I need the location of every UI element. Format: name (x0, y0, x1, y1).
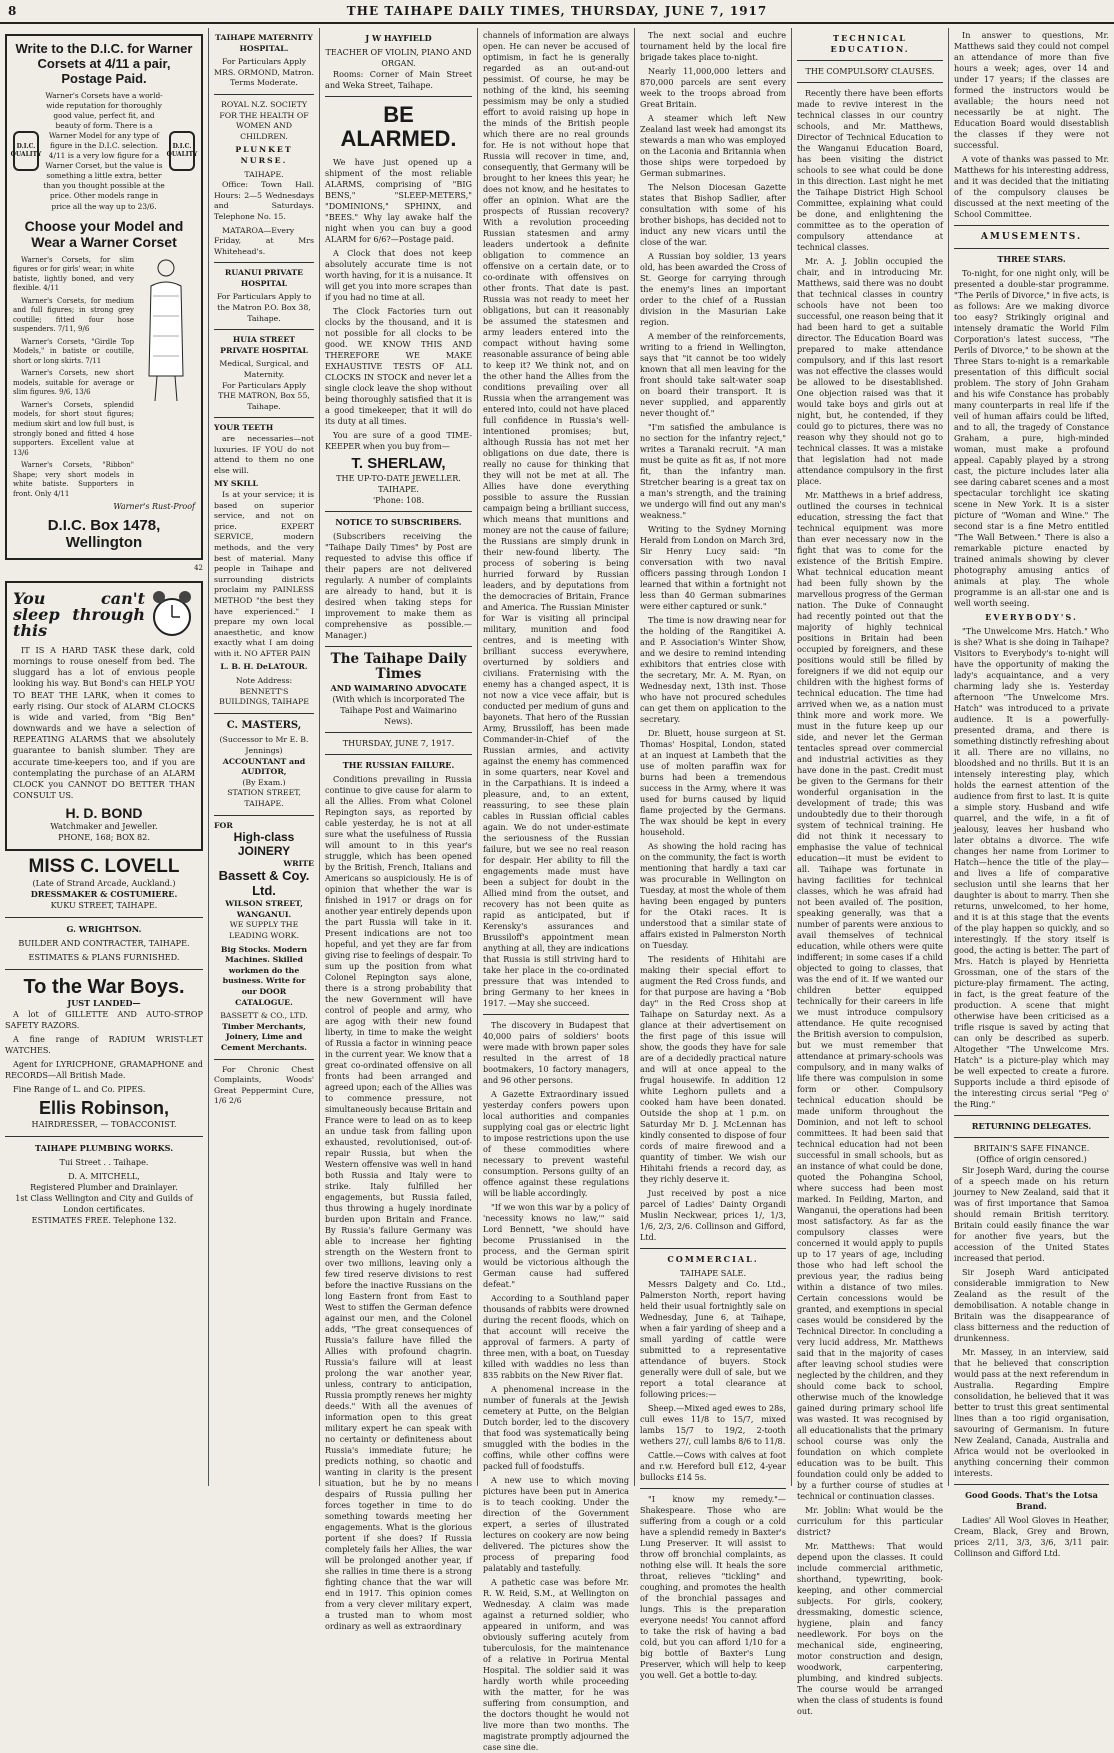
hayfield-trade: TEACHER OF VIOLIN, PIANO AND ORGAN. (325, 47, 472, 68)
skill-heading: MY SKILL (214, 479, 258, 489)
plumbing-cert: 1st Class Wellington and City and Guilds of London certificates. (15, 1192, 193, 1214)
tech-paragraph: Mr. Matthews in a brief address, outlined the courses in technical education, stressing the fact that technical equipment was more than ever necessary now in the fight that was to come for the existence of the British Empire. What technical education meant had been fully shown by the marvellous progress of the German nation. The Duke of Connaught had recently pointed out that the majority of highly technical positions in Britain had been occupied by foreigners, and these positions would still be filled by foreigners if we did not equip our children with the highest forms of technical education. The time had arrived when we, as a nation must think more and work more. We must in the future keep up our side, and never let the German tentacles spread over commercial and industrial activities as they have done in the past. Credit must be given to the Germans for their wonderful organisation in the development of trade; this was undoubtedly due to their thorough system of technical training. He did not think it necessary to emphasise the value of technical education—it must be evident to all. Taihape was fortunate in having facilities for technical classes, which he was afraid had not been availed of. The position, speaking generally, was that a number of parents were anxious to avail themselves of technical education, while others were quite indifferent; in some cases if a child objected to going to classes, that was the end of it. If we wanted our children better equipped technically for their careers in life we must introduce compulsory attendance. He quite recognised the British aversion to compulsion, but we must remember that attendance at primary-schools was compulsory, and in many walks of life there was compulsion in some form or other. Compulsory technical education should be made uniform throughout the Dominion, and not left to school committees. It had been said that technical education had not been successful in small schools, but as an instance of what could be done, quoted the Pohangina School, where success had been most marked. In Feilding, Marton, and Wanganui, the operations had been most satisfactory. As far as the compulsory classes were concerned it would apply to pupils up to 17 years of age, including those who had left school the previous year, the radius being within a distance of two miles. Certain concessions would be granted, and exemptions in special cases would be considered by the Technical Director. In concluding a very lucid address, Mr. Matthews said that in the majority of cases after leaving school studies were neglected by the children, and they should come back to school, otherwise much of the knowledge gained during primary school life was wasted. It was recognised by all educationalists that the primary school course was only the foundation on which complete education was to be built. This foundation could only be added to by a further course of studies at technical or continuation classes. (797, 490, 943, 1501)
news-item: A Gazette Extraordinary issued yesterday confers powers upon local authorities and companies supplying coal gas or electric light to impose restrictions upon the use of these commodities where necessary to prevent wasteful consumption. Persons guilty of an offence against these regulations will be liable accordingly. (483, 1089, 629, 1198)
news-item: Dr. Bluett, house surgeon at St. Thomas' Hospital, London, stated at an inquest at Lambeth that the use of molten paraffin wax for burns had been a tremendous success in the Army, where it was used for burns caused by liquid flame projected by the Germans. The wax should be kept in every household. (640, 728, 786, 837)
dic-model-item: Warner's Corsets, "Ribbon" Shape; very short models in white batiste. Supporters in front. Only 4/11 (13, 461, 134, 498)
alarmed-paragraph: You are sure of a good TIME-KEEPER when you buy from— (325, 430, 472, 452)
failure-continued: channels of information are always open. He can never be accused of optimism, in fact he is generally regarded as an out-and-out pessimist. Of course, he may be nothing of the kind, his seeming pessimism may be only a studied effort to avoid raising up hope in the minds of the British people which there are no real grounds for. He is not without hope that Russia will recover in time, and, consequently, that Germany will be brought to her knees this year; he does not know, and he hesitates to offer an opinion. What are the prospects of Russian recovery? With a revolution proceeding Russian statesmen and army leaders undertook a definite obligation to commence an offensive on a certain date, or to co-ordinate with offensives on other fronts. That date is past. Russia was not ready to meet her obligations, but can it reasonably be assumed the statesmen and army leaders entered into the compact without having some reasonable assurance of being able to keep it? We think not, and on the other hand the Allies from the conditions prevailing over all Russia when the arrangement was entered into, could not have placed full confidence in Russia's well-intentioned promises; but, although Russia has not met her obligations on due date, there is really no cause for thinking that they will not be met at all. The Allies have done everything possible to assure the Russian campaign being a brilliant success, which means that munitions and money are not the cause of failure; the Russians are simply drunk in their new-found liberty. The process of sobering is being hurried forward by Russian leaders, and by deputations from the democracies of Britain, France and America. The Russian Minister for War is visiting all principal military, munition and food centres, and is meeting with brilliant success everywhere, overturned by soldiers and civilians. Fraternising with the enemy has a changed aspect, it is not now a vice vece affair, but is conducted per medium of guns and bayonets. That hero of the Russian Army, Brussiloff, has been made Commander-in-Chief of the Russian armies, and activity against the enemy has commenced in some quarters, near Kovel and in the Carpathians. It is indeed a pleasure, and, to an extent, reassuring, to see these plain cables in Russian official cables again. We do not under-estimate the seriousness of the Russian failure, but we see no real reason for despair. Her ability to fill the engagements made must have been a subject for doubt in the Allied mind from the outset, and recovery has not been quite as rapid as anticipated, but if Kerensky's assurances and Brussiloff's appointment mean anything at all, they are indications that Russia is still striving hard to take her place in the co-ordinated pressure that was intended to bring Germany to her knees in 1917. —May she succeed. (483, 30, 629, 1008)
news-item: The residents of Hihitahi are making their special effort to augment the Red Cross funds, and for that purpose are having a "Bob day" in the Red Cross shop at Taihape on Saturday next. As a glance at their advertisement on the first page of this issue will show, the goods they have for sale are of a decidedly practical nature and will at once appeal to the frugal housewife. In addition 12 white Leghorn pullets and a cooked ham have been donated. Outside the shop at 1 p.m. on Saturday Mr D. J. McLennan has kindly consented to dispose of four cords of maire firewood and a quantity of timber. We wish our Hihitahi friends a record day, as they richly deserve it. (640, 954, 786, 1184)
plumbing-title: TAIHAPE PLUMBING WORKS. (34, 1142, 174, 1153)
bond-sub: Watchmaker and Jeweller. (50, 821, 158, 832)
lovell-address: KUKU STREET, TAIHAPE. (50, 900, 158, 911)
be-alarmed-title: BE ALARMED. (340, 102, 457, 152)
news-item: A Russian boy soldier, 13 years old, has been awarded the Cross of St. George for carrying through the enemy's lines an important order to the chief of a Russian division in the Masurian Lake region. (640, 251, 786, 327)
commercial-sub: TAIHAPE SALE. (679, 1268, 747, 1278)
lovell-ad (5, 857, 203, 911)
dentist-note: Note Address: (235, 676, 293, 686)
dic-logo: D.I.C. QUALITY (169, 131, 195, 171)
maternity-title: TAIHAPE MATERNITY HOSPITAL. (215, 33, 313, 53)
dic-model-item: Warner's Corsets, splendid models, for short stout figures; medium skirt and low full bust, is strongly boned and fitted 4 hose supporters. Excellent value at 13/6 (13, 400, 134, 457)
dic-model-item: Warner's Corsets, new short models, suitable for average or slim figures. 9/6, 13/6 (13, 369, 134, 397)
joinery-write: WRITE (283, 858, 314, 868)
plumbing-ad (5, 1143, 203, 1226)
dic-corset-ad (5, 34, 203, 560)
masters-name: C. MASTERS, (226, 719, 302, 731)
tech-continued: In answer to questions, Mr. Matthews said they could not compel an attendance of more than five hours a week; ages, over 14 and under 17 years; if the classes are formed the instructors would be available; the hours need not necessarily be at night. The Education Board would disestablish the classes if they were not successful. (954, 30, 1109, 150)
everybodys-text: "The Unwelcome Mrs. Hatch." Who is she? What is she doing in Taihape? Visitors to Everybody's to-night will have the opportunity of making the lady's acquaintance, and a very charming lady she is. Yesterday afternoon "The Unwelcome Mrs. Hatch" was introduced to a private audience. It is a powerfully-presented drama, and there is something distinctly refreshing about it all. There are no villains, no bloodshed and no thrills. But it is an intensely interesting play, which holds the earnest attention of the audience from first to last. It is quite a simple story. Husband and wife quarrel, and the wife, in a fit of jealousy, leaves her husband who later obtains a divorce. The wife changes her name from Lorimer to Hatch—hence the title of the play—and lives a life of comparative seclusion until she learns that her daughter is about to marry. Then she returns, unwelcomed, to her home, and it is at this stage that the events of the play happen so quickly, and so interestingly. If the story itself is good, the acting is better. The part of Mrs. Hatch is played by Henrietta Grossman, one of the stars of the picture-play firmament. The acting, in fact, is the great feature of the production. A scene that might otherwise have been criticised as a trifle risque is saved by acting that can only be described as superb. Altogether "The Unwelcome Mrs. Hatch" is a picture-play which may be well expected to create a furore. Supports include a third episode of the interesting circus serial "Peg o' the Ring." (954, 626, 1109, 1110)
wrighton-ad (5, 924, 203, 963)
column-3 (320, 28, 477, 1631)
news-item: The time is now drawing near for the holding of the Rangitikei A. and P. Association's Winter Show, and we desire to remind intending exhibitors that entries close with the secretary, Mr. A. M. Ryan, on Wednesday next, 13th inst. Those who have not procured schedules can get them on application to the secretary. (640, 615, 786, 724)
bond-alarm-ad (5, 581, 203, 851)
hayfield-rooms: Rooms: Corner of Main Street and Weka Street, Taihape. (325, 69, 472, 90)
sleep-title: You can't sleep through this (13, 589, 145, 641)
news-item: A phenomenal increase in the number of funerals at the Jewish cemetery at Putte, on the Belgian Dutch border, led to the discovery that food was systematically being smuggled with the bodies in the coffins, while other coffins were packed full of foodstuffs. (483, 1384, 629, 1471)
commercial-paragraph: Messrs Dalgety and Co. Ltd., Palmerston North, report having held their usual fortnightly sale on Wednesday, June 6, at Taihape, when a fair yarding of sheep and a small yarding of cattle were submitted to a representative attendance of buyers. Stock generally were dull of sale, but we report a total clearance at following prices:— (640, 1279, 786, 1399)
ellis-name: Ellis Robinson, (38, 1098, 169, 1119)
alarmed-paragraph: We have just opened up a shipment of the most reliable ALARMS, comprising of "BIG BENS," "SLEEP-METERS," "DOMINIONS," SPHINX, and "BEES." Why lay awake half the night when you can buy a good ALARM for 6/6?—Postage paid. (325, 157, 472, 245)
alarm-clock-icon (149, 589, 195, 641)
chest-cure-ad: For Chronic Chest Complaints, Woods' Great Peppermint Cure, 1/6 2/6 (214, 1064, 314, 1106)
hayfield-name: J W HAYFIELD (365, 33, 432, 43)
failure-title: THE RUSSIAN FAILURE. (342, 759, 455, 770)
wrighton-estimates: ESTIMATES & PLANS FURNISHED. (28, 952, 180, 963)
lovell-trade: DRESSMAKER & COSTUMIERE. (30, 889, 178, 900)
amusements-title: AMUSEMENTS. (980, 232, 1083, 242)
war-boys-item: A fine range of RADIUM WRIST-LET WATCHES. (5, 1034, 203, 1056)
bond-phone: PHONE, 168; BOX 82. (58, 832, 150, 843)
tech-paragraph: Mr. A. J. Joblin occupied the chair, and in introducing Mr. Matthews, said there was no doubt that technical classes in country schools have not been too successful, one reason being that it had been hard to get a suitable director. The Education Board was prepared to make attendance compulsory, and if this last resort was not effective the classes would be allowed to be disestablished. One objection raised was that it would take boys and girls out at night, but, he contended, if they could go to pictures, there was no reason why they should not go to technical classes. It was a mistake that legislation had not made attendance compulsory in the first place. (797, 256, 943, 486)
notice-title: NOTICE TO SUBSCRIBERS. (335, 516, 462, 527)
skill-text: Is at your service; it is based on superior service, and not on price. EXPERT SERVICE, modern methods, and the very best of material. Many people in Taihape and surrounding districts proclaim my PAINLESS METHOD "the best they have experienced." I prepare my own local anaesthetic, and know exactly what I am doing with it. NO AFTER PAIN (214, 489, 314, 658)
delegates-paragraph: Sir Joseph Ward, during the course of a speech made on his return journey to New Zealand, said that it was of first importance that Samoa should remain British territory. Britain could easily finance the war for another five years, but the accession of the United States increased that period. (954, 1165, 1109, 1264)
dic-brand: Warner's Rust-Proof (113, 502, 195, 512)
column-6 (792, 28, 948, 1716)
page-number: 8 (8, 4, 18, 18)
teeth-text: are necessaries—not luxuries. IF YOU do not attend to them no one else will. (214, 434, 314, 475)
sherlaw-name: T. SHERLAW, (351, 455, 446, 473)
alarmed-paragraph: A Clock that does not keep absolutely accurate time is not worth having, for it is a nuisance. It will get you into more scrapes than if you had no time at all. (325, 248, 473, 303)
news-item: The Nelson Diocesan Gazette states that Bishop Sadlier, after consultation with some of his brother bishops, has decided not to induct any new vicars until the close of the war. (640, 182, 786, 247)
plunket-title: PLUNKET NURSE. (235, 145, 293, 165)
masters-address: STATION STREET, TAIHAPE. (227, 788, 301, 808)
war-boys-title: To the War Boys. (23, 976, 185, 999)
news-item: Just received by post a nice parcel of Ladies' Dainty Organdi Muslin Neckwear, prices 1/, 1/3, 1/6, 2/3, 2/6. Collinson and Gifford, Ltd. (640, 1188, 786, 1242)
maternity-apply: For Particulars Apply MRS. ORMOND, Matron. (214, 57, 314, 77)
plunket-mataroa: MATAROA—Every Friday, at Mrs Whitehead's. (214, 225, 314, 256)
paper-title: The Taihape Daily Times (330, 650, 467, 683)
war-boys-ad (5, 976, 203, 1130)
news-item: According to a Southland paper thousands of rabbits were drowned during the recent floods, which on that account will receive the approval of farmers. A party of three men, with a boat, on Tuesday killed with waddies no less than 835 rabbits on the New River flat. (483, 1293, 629, 1380)
commercial-title: COMMERCIAL. (667, 1254, 759, 1264)
dic-model-item: Warner's Corsets, "Girdle Top Models," in batiste or coutille, short or long skirts. 7/11 (13, 337, 134, 365)
paper-sub: AND WAIMARINO ADVOCATE (330, 682, 467, 693)
ruanui-title: RUANUI PRIVATE HOSPITAL (224, 268, 304, 288)
masthead-title: THE TAIHAPE DAILY TIMES, THURSDAY, JUNE 7, 1917 (346, 4, 768, 18)
dic-model-item: Warner's Corsets, for slim figures or for girls' wear; in white batiste, lightly boned, and very flexible. 4/11 (13, 255, 134, 293)
dic-model-list (13, 256, 134, 502)
news-item: A pathetic case was before Mr. R. W. Reid, S.M., at Wellington on Wednesday. A claim was made against a returned soldier, who appeared in uniform, and was obviously suffering acutely from tuberculosis, for the maintenance of a relative in Porirua Mental Hospital. The soldier said it was hardly worth while proceeding with the matter, for he was suffering from consumption, and the doctors thought he would not live more than two months. The magistrate promptly adjourned the case sine die. (483, 1577, 629, 1752)
maternity-terms: Terms Moderate. (230, 78, 298, 88)
dentist-name: L. B. H. DeLATOUR. (220, 662, 308, 672)
plunket-town: TAIHAPE. (244, 169, 284, 179)
news-item: As showing the hold racing has on the community, the fact is worth mentioning that hardly a taxi car was procurable in Wellington on Tuesday, at most the whole of them having been engaged by punters for the Otaki races. It is understood that a similar state of affairs existed in Palmerston North on Tuesday. (640, 841, 786, 950)
wrighton-trade: BUILDER AND CONTRACTER, TAIHAPE. (18, 938, 190, 949)
goods-text: Ladies' All Wool Gloves in Heather, Cream, Black, Grey and Brown, prices 2/11, 3/3, 3/6, 3/11 pair. Collinson and Gifford Ltd. (954, 1515, 1109, 1559)
war-boys-landed: JUST LANDED— (67, 998, 141, 1009)
notice-text: (Subscribers receiving the "Taihape Daily Times" by Post are requested to advise this office if their papers are not delivered regularly. A number of complaints are already to hand, but it is desired when taking steps for improvement to make them as comprehensive as possible.—Manager.) (325, 530, 472, 640)
joinery-title: High-class JOINERY (233, 830, 295, 858)
failure-paragraph: Conditions prevailing in Russia continue to give cause for alarm to all the Allies. From what Colonel Repington says, as reported by cable yesterday, he is not at all sure what the usefulness of Russia will amount to in this year's struggle, which has been opened by the British, French, Italians and Americans so auspiciously. He is of opinion that whether the war is finished in 1917 or drags on for another year entirely depends upon the part Russia will take in it. Present indications are not too hopeful, and yet they are far from giving rise to feelings of despair. To sum up the position from what Colonel Repington says alone, there is a strong probability that the new Government will have control of people and army, who are agog with their new found liberty, in time to make the weight of Russia a factor in winning peace in the current year. We know that a great co-ordinated offensive on all fronts had been arranged and agreed upon; each of the Allies was to commence pressure, not simultaneously because Britain and France were to lead on as to keep an undue task from falling upon exhausted, revolutionised, out-of-repair Russia, but when the Western offensive was well in hand both Russia and Italy were to strike. Italy fulfilled her engagements, but Russia failed, thus throwing a hugely inordinate burden upon Britain and France. By Russia's failure Germany was able to increase her fighting strength on the Western front to over two millions, leaving only a few tired reserve divisions to rest before the inactive Russians on the long Eastern front from East to West to stiffen the German defence against our men, and the Colonel adds, "The great consequences of Russia's failure have filled the Allies with profound chagrin. Russia's failure will at least prolong the war another year, unless, contrary to anticipation, Russia promptly renews her mighty deeds." With all the avenues of information open to this great military expert he can speak with no certainty or definiteness about Russia's immediate future; he predicts nothing, so chaotic and wanting in clarity is the present situation, but he by no means despairs of Russia pulling her forces together in time to do something towards meeting her engagements. What is the glorious portent if she does? If Russia completely fails her Allies, the war will be prolonged another year, if she rallies in time there is a strong fighting chance that the war will end in 1917. This opinion comes from a very clever military expert, a trusted man to whom most ordinary as well as extraordinary (325, 773, 473, 1631)
column-7 (949, 28, 1114, 1559)
corset-illustration (137, 256, 195, 406)
commercial-paragraph: Cattle.—Cows with calves at foot and r.w. Hereford bull £12, 4-year bullocks £14 5s. (640, 1450, 786, 1482)
news-item: Nearly 11,000,000 letters and 870,000 parcels are sent every week to the troops abroad from Great Britain. (640, 66, 786, 109)
dic-model-item: Warner's Corsets, for medium and full figures; in strong grey coutille; fitted four hose suspenders. 7/11, 9/6 (13, 296, 134, 334)
news-item: A member of the reinforcements, writing to a friend in Wellington, says that "it cannot be too widely known that all men leaving for the front should take salt-water soap on board their transport. It is never supplied, and apparently never thought of." (640, 331, 786, 418)
joinery-firm-2: BASSETT & CO., LTD. (220, 1011, 308, 1021)
dic-footer: D.I.C. Box 1478, Wellington (47, 517, 161, 552)
news-item: "I'm satisfied the ambulance is no section for the infantry reject," writes a Taranaki recruit. "A man must be quite as fit as, if not more fit, than the infantry man. Stretcher bearing is a great tax on a man's strength, and the training we undergo will find out any man's weakness." (640, 422, 786, 520)
joinery-ad (214, 821, 314, 1054)
three-stars-title: THREE STARS. (997, 254, 1066, 265)
joinery-supply: WE SUPPLY THE LEADING WORK. (229, 920, 299, 941)
column-2 (209, 28, 319, 1486)
joinery-merchants: Timber Merchants, Joinery, Lime and Cement Merchants. (221, 1021, 307, 1052)
commercial-paragraph: Sheep.—Mixed aged ewes to 28s, cull ewes 11/8 to 15/7, mixed lambs 15/7 to 19/2, 2-tooth wethers 27/, cull lambs 8/6 to 11/8. (640, 1403, 786, 1446)
paper-date: THURSDAY, JUNE 7, 1917. (342, 737, 455, 748)
news-item: A new use to which moving pictures have been put in America is to teach cooking. Under the direction of the Government expert, a series of illustrated lectures on cookery are now being delivered. The pictures show the process of preparing food palatably and tastefully. (483, 1475, 629, 1573)
war-boys-item: A lot of GILLETTE AND AUTO-STROP SAFETY RAZORS. (5, 1009, 203, 1031)
dic-logo: D.I.C. QUALITY (13, 131, 39, 171)
column-5 (635, 28, 791, 1680)
goods-title: Good Goods. That's the Lotsa Brand. (965, 1490, 1098, 1512)
news-item: A steamer which left New Zealand last week had amongst its stewards a man who was employed on the Laconia and Britannia when those ships were torpedoed by German submarines. (640, 113, 786, 178)
masters-exam: (By Exam.) (242, 777, 286, 787)
war-boys-item: Agent for LYRICPHONE, GRAMAPHONE and RECORDS—All British Made. (5, 1059, 203, 1081)
delegates-sub: BRITAIN'S SAFE FINANCE. (973, 1143, 1090, 1154)
sherlaw-trade: THE UP-TO-DATE JEWELLER. (336, 472, 461, 483)
huia-apply: For Particulars Apply THE MATRON, Box 55, Taihape. (218, 380, 310, 411)
tech-sub: THE COMPULSORY CLAUSES. (805, 66, 935, 76)
delegates-paragraph: Sir Joseph Ward anticipated considerable immigration to New Zealand as the result of the demobilisation. A notable change in Britain was the disappearance of class bitterness and the reduction of drunkenness. (954, 1267, 1109, 1344)
dic-choose-heading: Choose your Model and Wear a Warner Corset (24, 217, 184, 250)
lovell-name: MISS C. LOVELL (28, 856, 180, 878)
ellis-trade: HAIRDRESSER, — TOBACCONIST. (31, 1118, 177, 1129)
tech-paragraph: Mr. Joblin: What would be the curriculum for this particular district? (797, 1505, 943, 1537)
war-boys-item: Fine Range of L. and Co. PIPES. (13, 1084, 146, 1095)
three-stars-text: To-night, for one night only, will be presented a double-star programme. "The Perils of Divorce," in five acts, is as follows: Are we making divorce too easy? Strikingly original and intensely dramatic the World Film Corporation's latest success, "The Perils of Divorce," to be shown at the Three Stars to-night is a remarkable presentation of this difficult social problem. The story of John Graham and his wife Constance has probably many counterparts in real life if the veil of human affairs could be lifted, and to all, the tragedy of Constance Graham, a pure, high-minded woman, must make a profound appeal. Capably played by a strong cast, the picture includes later alia see daring cabaret scenes and a most spectacular torchlight ice skating scene in New York. It is a sister picture of "Woman and Wine." The second star is a fine Metro entitled "The Wall Between." There is also a remarkable picture enacted by trained animals showing by clever photography amusing antics of animals at play. The whole programme is an all-star one and is well worth seeing. (954, 268, 1109, 609)
masters-trade: ACCOUNTANT and AUDITOR, (222, 756, 306, 777)
plunket-office: Office: Town Hall. Hours: 2—5 Wednesdays and Saturdays. Telephone No. 15. (214, 180, 314, 221)
dic-title: Write to the D.I.C. for Warner Corsets at 4/11 a pair, Postage Paid. (15, 41, 193, 86)
dic-intro: Warner's Corsets have a world-wide reputation for thoroughly good value, perfect fit, and beauty of form. There is a Warner Model for any type of figure in the D.I.C. selection. 4/11 is a very low figure for a Warner Corset, but the value is something a little extra, better than you thought possible at the price. Other models range in price all the way up to 23/6. (43, 90, 165, 211)
plunket-society: ROYAL N.Z. SOCIETY FOR THE HEALTH OF WOMEN AND CHILDREN. (219, 99, 309, 141)
alarmed-paragraph: The Clock Factories turn out clocks by the thousand, and it is not possible for all clocks to be good. WE KNOW THIS AND THEREFORE WE MAKE EXHAUSTIVE TESTS OF ALL CLOCKS IN STOCK and never let a single clock leave the shop without being thoroughly satisfied that it is a good timekeeper, that it will do its duty at all times. (325, 306, 472, 427)
news-item: The discovery in Budapest that 40,000 pairs of soldiers' boots were made with brown paper soles resulted in the arrest of 18 bootmakers, 10 factory managers, and 96 other persons. (483, 1020, 629, 1085)
masters-sub: (Successor to Mr E. B. Jennings) (219, 735, 309, 756)
plumbing-address: Tui Street . . Taihape. (59, 1156, 149, 1167)
tech-continued: A vote of thanks was passed to Mr. Matthews for his interesting address, and it was decided that the initiating of the compulsory clauses be discussed at the next meeting of the School Committee. (954, 154, 1109, 219)
bond-name: H. D. BOND (65, 805, 143, 822)
sherlaw-town: TAIHAPE. (378, 483, 419, 494)
dentist-address: BENNETT'S BUILDINGS, TAIHAPE (219, 686, 309, 707)
news-item: "If we won this war by a policy of 'necessity knows no law,'" said Lord Bennett, "we should have become Prussianised in the process, and the German spirit would be victorious although the German cause had suffered defeat." (483, 1202, 629, 1289)
plumbing-estimates: ESTIMATES FREE. Telephone 132. (31, 1214, 177, 1225)
huia-sub: Medical, Surgical, and Maternity. (219, 359, 309, 380)
lung-preserver-ad: "I know my remedy."—Shakespeare. Those who are suffering from a cough or a cold have a splendid remedy in Baxter's Lung Preserver. It will assist to throw off bronchial complaints, as nothing else will. It heals the sore throat, relieves "tickling" and coughing, and promotes the health of the bronchial passages and lungs. This is the preparation everyone needs! You cannot afford to take the risk of having a bad cold, but you can afford 1/10 for a big bottle of Baxter's Lung Preserver, which will help to keep you well. Get a bottle to-day. (640, 1494, 786, 1680)
lovell-sub: (Late of Strand Arcade, Auckland.) (32, 878, 176, 889)
teeth-heading: YOUR TEETH (214, 423, 274, 433)
ad-code: 42 (194, 563, 203, 572)
masthead-bar (0, 0, 1114, 24)
sherlaw-phone: 'Phone: 108. (372, 494, 425, 505)
joinery-for: FOR (214, 820, 233, 830)
huia-title: HUIA STREET PRIVATE HOSPITAL (220, 335, 308, 355)
wrighton-name: G. WRIGHTSON. (66, 924, 142, 935)
ruanui-text: For Particulars Apply to the Matron P.O. Box 38, Taihape. (216, 292, 312, 323)
joinery-stock: Big Stocks. Modern Machines. Skilled workmen do the business. Write for our DOOR CATALOGUE. (220, 944, 308, 1007)
column-4 (478, 28, 634, 1752)
news-item: The next social and euchre tournament held by the local fire brigade takes place to-night. (640, 30, 786, 62)
everybodys-title: EVERYBODY'S. (985, 612, 1078, 623)
news-item: Writing to the Sydney Morning Herald from London on March 3rd, Sir Henry Lucy said: "In conversation with two naval officers passing through London I learned that within a fortnight not less than 40 German submarines were either captured or sunk." (640, 524, 786, 611)
tech-paragraph: Recently there have been efforts made to revive interest in the technical classes in our country schools, and Mr. Matthews, Director of Technical Education to the Wanganui Education Board, has been visiting the district schools to see what could be done in this direction. Last night he met the Taihape District High School Committee, explaining what could be done, and enlightening the committee as to the operation of compulsory attendance at technical classes. (797, 88, 943, 252)
joinery-firm: Bassett & Coy. Ltd. (218, 868, 310, 899)
joinery-address: WILSON STREET, WANGANUI. (225, 899, 303, 919)
tech-paragraph: Mr. Matthews: That would depend upon the classes. It could include commercial arithmetic, shorthand, typewriting, book-keeping, and other commercial subjects. For girls, cookery, dressmaking, domestic science, hygiene, plain and fancy needlework. For boys on the mechanical side, engineering, motor construction and design, woodwork, carpentering, plumbing, and kindred subjects. The course would be arranged when the class of students is found out. (797, 1541, 943, 1716)
delegates-censored: (Office of origin censored.) (976, 1154, 1087, 1165)
plumbing-trade: Registered Plumber and Drainlayer. (30, 1181, 178, 1192)
delegates-title: RETURNING DELEGATES. (971, 1121, 1092, 1132)
column-1 (0, 28, 208, 1486)
plumbing-name: D. A. MITCHELL, (68, 1170, 140, 1181)
tech-title: TECHNICAL EDUCATION. (830, 33, 910, 54)
paper-with: (With which is incorporated The Taihape Post and Waimarino News). (332, 693, 465, 726)
delegates-paragraph: Mr. Massey, in an interview, said that he believed that conscription would pass at the next referendum in Australia. Regarding Empire consolidation, he believed that it was better to trust this great sentimental lines than a too rigid organisation, savouring of Germanism. In future New Zealand, Canada, Australia and Africa would not be overlooked in anything concerning their common interests. (954, 1347, 1109, 1479)
sleep-text: IT IS A HARD TASK these dark, cold mornings to rouse oneself from bed. The sluggard has a lot of envious people looking his way. But Bond's can HELP YOU TO BEAT THE LARK, when it comes to early rising. Our stock of ALARM CLOCKS is wide and varied, from "Big Ben" downwards and we have a selection of REPEATING ALARMS that we absolutely guarantee to banish slumber. They are accurate time-keepers too, and if you are contemplating the purchase of an ALARM CLOCK you CANNOT DO BETTER THAN CONSULT US. (13, 645, 195, 801)
